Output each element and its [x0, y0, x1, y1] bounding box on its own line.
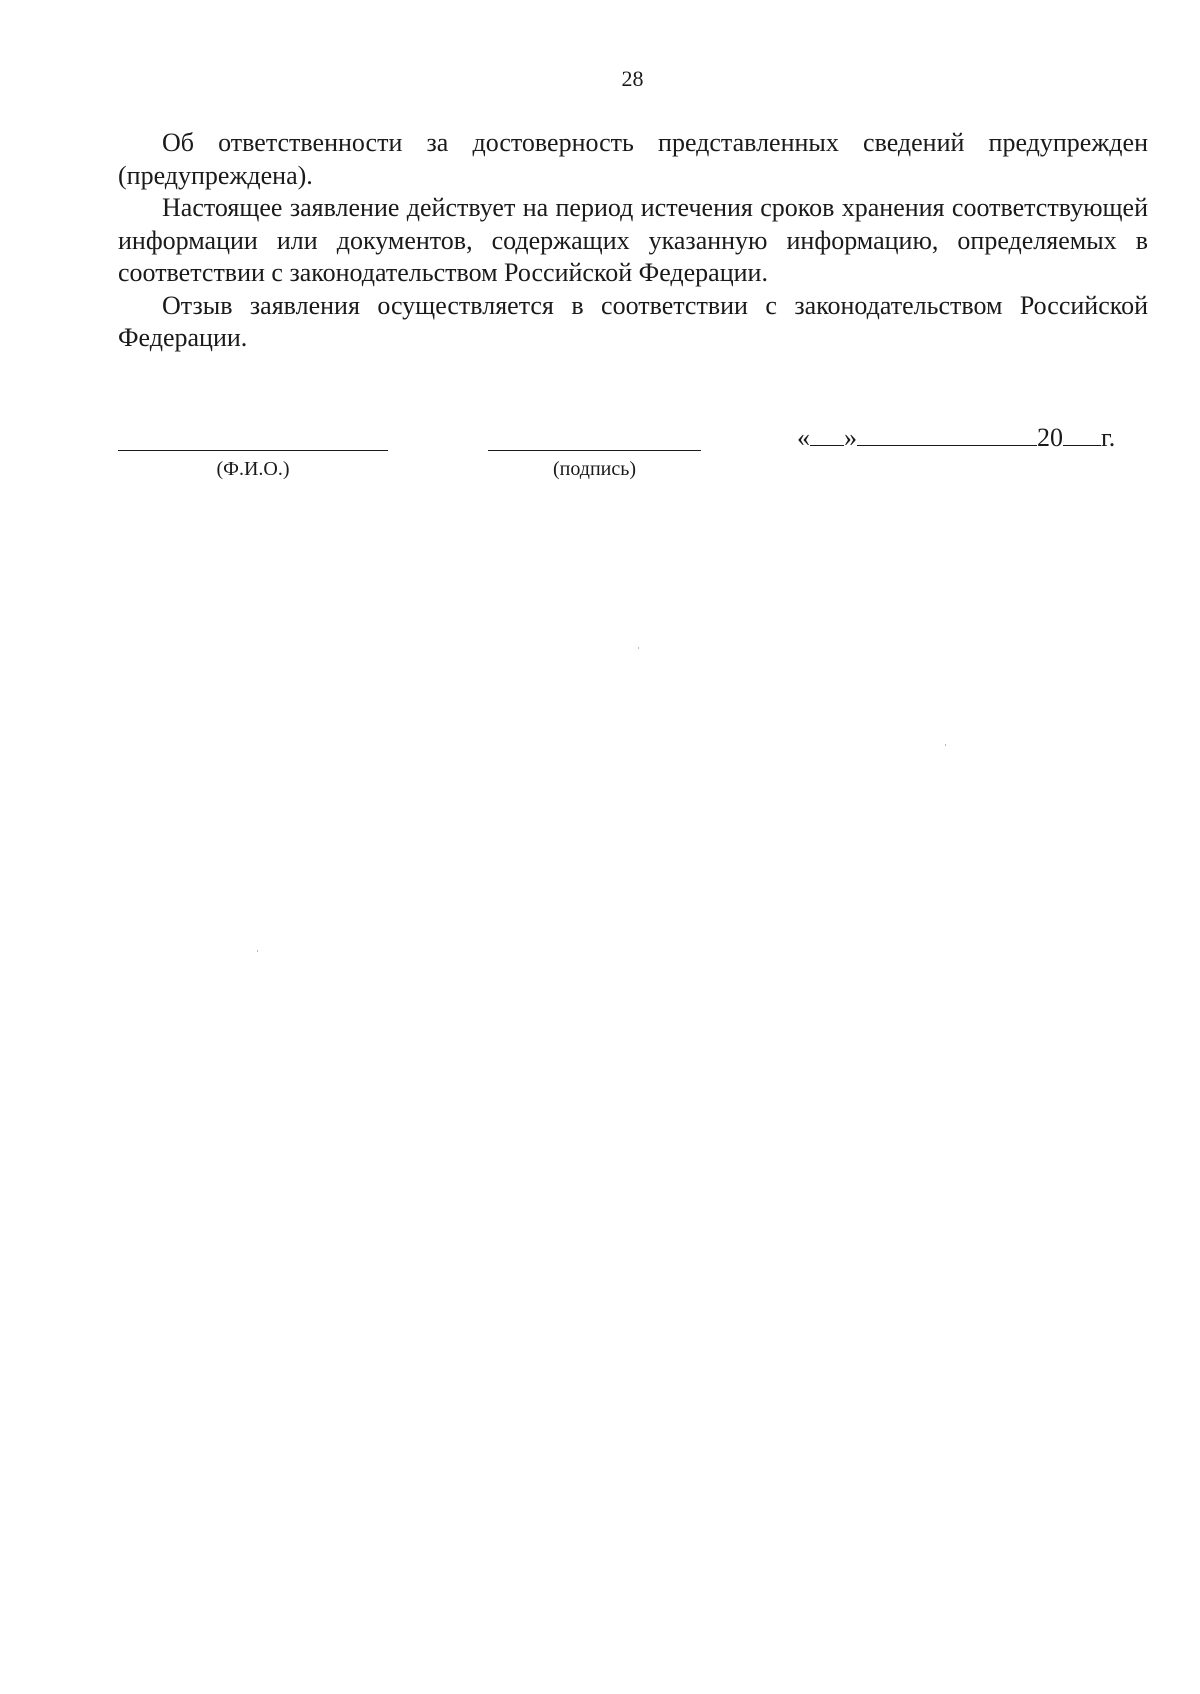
- date-year-suffix: г.: [1101, 423, 1116, 452]
- scan-speck: [945, 744, 946, 746]
- fio-label: (Ф.И.О.): [216, 458, 290, 480]
- paragraph-responsibility: Об ответственности за достоверность представленных сведений предупрежден (предупреждена).: [118, 128, 1148, 190]
- scan-speck: [257, 950, 258, 952]
- page-number: 28: [621, 66, 644, 91]
- signature-block: [0, 423, 1200, 483]
- signature-label: (подпись): [552, 458, 637, 480]
- scan-speck: [638, 647, 639, 649]
- day-blank[interactable]: [810, 423, 844, 446]
- month-blank[interactable]: [857, 423, 1037, 446]
- date-century: 20: [1037, 423, 1063, 452]
- signature-blank-line[interactable]: [488, 450, 701, 451]
- date-close-quote: »: [844, 423, 857, 452]
- paragraph-revocation: Отзыв заявления осуществляется в соответствии с законодательством Российской Федерации.: [118, 290, 1148, 352]
- paragraph-validity-period: Настоящее заявление действует на период истечения сроков хранения соответствующей информации или документов, содержащих указанную информацию, определяемых в соответствии с законодательством Российской Федерации.: [118, 193, 1148, 287]
- date-field: [797, 423, 1115, 453]
- fio-blank-line[interactable]: [118, 450, 388, 451]
- date-open-quote: «: [797, 423, 810, 452]
- statement-text: [118, 127, 1148, 355]
- year-blank[interactable]: [1063, 423, 1101, 446]
